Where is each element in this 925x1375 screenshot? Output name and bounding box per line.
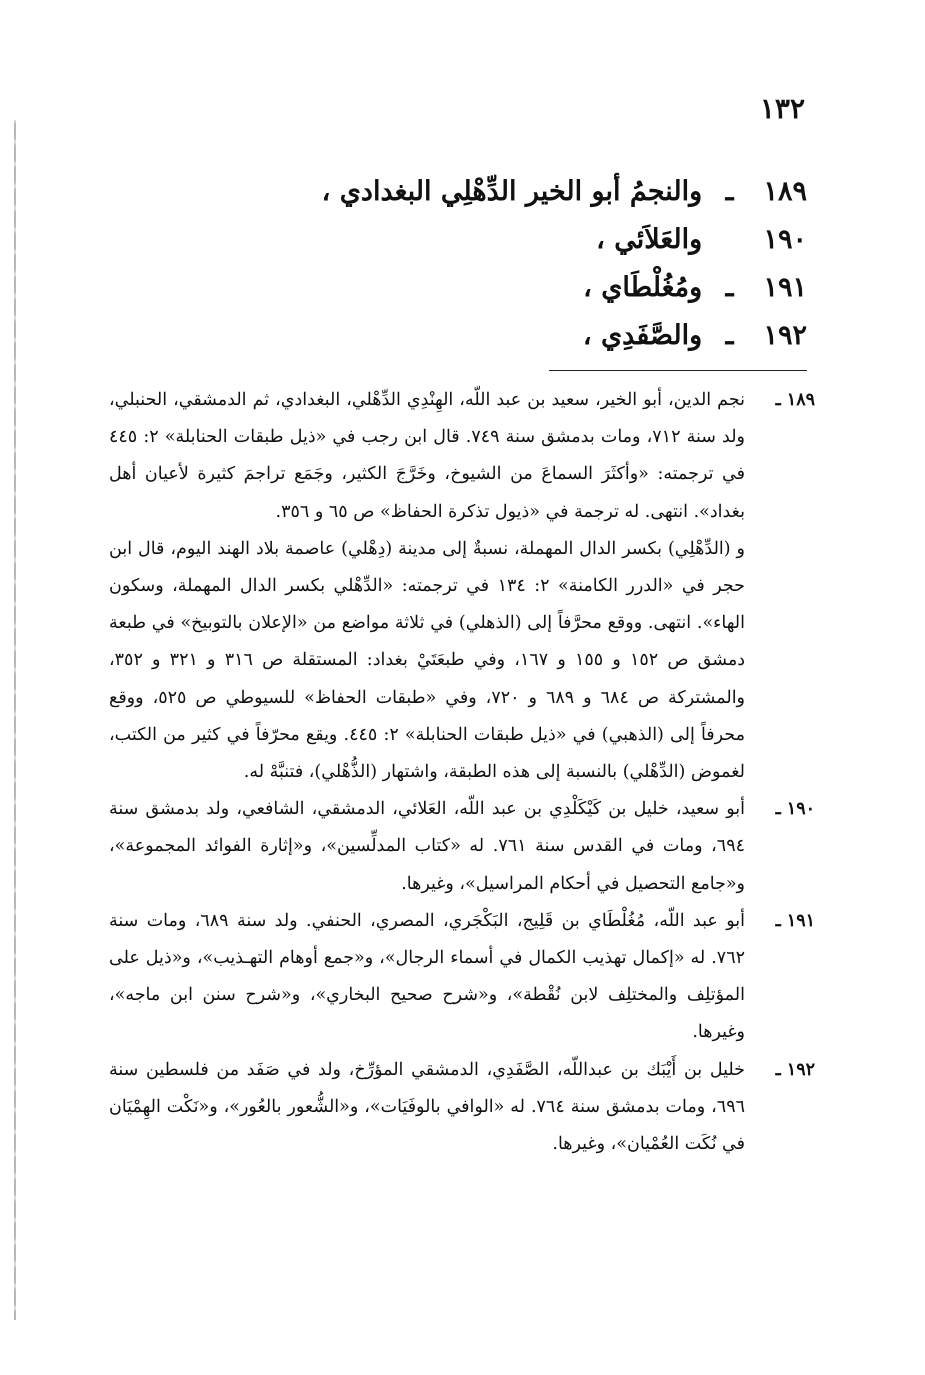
- poem-line-number: ١٩٠: [763, 224, 807, 255]
- poem-line-number: ١٩٢: [763, 320, 807, 351]
- footnote-192: [109, 1052, 815, 1164]
- poem-line-number: ١٩١: [763, 272, 807, 303]
- poem-block: [107, 168, 807, 360]
- footnote-number: ١٩١ ـ: [775, 910, 815, 931]
- footnote-paragraph: خليل بن أَيْبَك بن عبداللّه، الصَّفَدِي، الدمشقي المؤرِّخ، ولد في صَفَد من فلسطين سنة ٦٩٦، ومات بدمشق سنة ٧٦٤. له «الوافي بالوفَيَات»، و«الشُّعور بالعُور»، و«نَكْت الهِمْيَان في نُكَت العُمْيان»، وغيرها.: [109, 1059, 745, 1155]
- poem-line-dash: ـ: [725, 176, 734, 207]
- poem-line-text: والصَّفَدِي ،: [582, 320, 703, 351]
- footnote-paragraph: و (الدِّهْلِي) بكسر الدال المهملة، نسبةٌ إلى مدينة (دِهْلي) عاصمة بلاد الهند اليوم، قال ابن حجر في «الدرر الكامنة» ٢: ١٣٤ في ترجمته: «الدِّهْلي بكسر الدال المهملة، وسكون الهاء». انتهى. ووقع محرَّفاً إلى (الذهلي) في ثلاثة مواضع من «الإعلان بالتوبيخ» في طبعة دمشق ص ١٥٢ و ١٥٥ و ١٦٧، وفي طبعَتَيْ بغداد: المستقلة ص ٣١٦ و ٣٢١ و ٣٥٢، والمشتركة ص ٦٨٤ و ٦٨٩ و ٧٢٠، وفي «طبقات الحفاظ» للسيوطي ص ٥٢٥، ووقع محرفاً إلى (الذهبي) في «ذيل طبقات الحنابلة» ٢: ٤٤٥. ويقع محرّفاً في كثير من الكتب، لغموض (الدِّهْلي) بالنسبة إلى هذه الطبقة، واشتهار (الذُّهْلي)، فتنبَّهْ له.: [109, 538, 746, 783]
- footnote-191: [109, 903, 815, 1052]
- poem-line: [107, 168, 807, 216]
- footnote-paragraph: أبو سعيد، خليل بن كَيْكَلْدِي بن عبد اللّه، العَلائي، الدمشقي، الشافعي، ولد بدمشق سنة ٦٩٤، ومات في القدس سنة ٧٦١. له «كتاب المدلِّسين»، و«إثارة الفوائد المجموعة»، و«جامع التحصيل في أحكام المراسيل»، وغيرها.: [109, 799, 745, 894]
- footnote-number: ١٨٩ ـ: [775, 390, 815, 410]
- page-number: ١٣٢: [759, 92, 805, 125]
- footnote-paragraph: أبو عبد اللّه، مُغُلْطَاي بن قَلِيج، البَكْجَري، المصري، الحنفي. ولد سنة ٦٨٩، ومات سنة ٧٦٢. له «إكمال تهذيب الكمال في أسماء الرجال»، و«جمع أوهام التهـذيب»، و«ذيل على المؤتلِف والمختلِف لابن نُقْطة»، و«شرح صحيح البخاري»، و«شرح سنن ابن ماجه»، وغيرها.: [109, 910, 745, 1043]
- footnote-paragraph: نجم الدين، أبو الخير، سعيد بن عبد اللّه، الهِنْدِي الدِّهْلي، البغدادي، ثم الدمشقي، الحنبلي، ولد سنة ٧١٢، ومات بدمشق سنة ٧٤٩. قال ابن رجب في «ذيل طبقات الحنابلة» ٢: ٤٤٥ في ترجمته: «وأكثَرَ السماعَ من الشيوخ، وخَرَّجَ الكثير، وجَمَع تراجمَ كثيرة لأعيان أهل بغداد». انتهى. له ترجمة في «ذيول تذكرة الحفاظ» ص ٦٥ و ٣٥٦.: [109, 390, 745, 522]
- footnotes: [109, 382, 815, 1163]
- footnote-190: [109, 791, 815, 903]
- poem-line-dash: ـ: [725, 320, 734, 351]
- poem-line: [107, 312, 807, 360]
- poem-line-number: ١٨٩: [763, 176, 807, 207]
- poem-line: [107, 264, 807, 312]
- poem-line-text: والعَلاَئي ،: [596, 224, 703, 255]
- poem-line-dash: ـ: [725, 272, 734, 303]
- footnote-number: ١٩٠ ـ: [775, 799, 815, 820]
- poem-line-text: ومُغُلْطَاي ،: [583, 272, 703, 303]
- footnote-189: [109, 382, 815, 791]
- binding-edge-dots: [14, 120, 16, 1320]
- poem-line: [107, 216, 807, 264]
- footnote-divider: [549, 370, 807, 371]
- poem-line-text: والنجمُ أبو الخير الدِّهْلِي البغدادي ،: [321, 176, 703, 207]
- footnote-number: ١٩٢ ـ: [775, 1059, 815, 1080]
